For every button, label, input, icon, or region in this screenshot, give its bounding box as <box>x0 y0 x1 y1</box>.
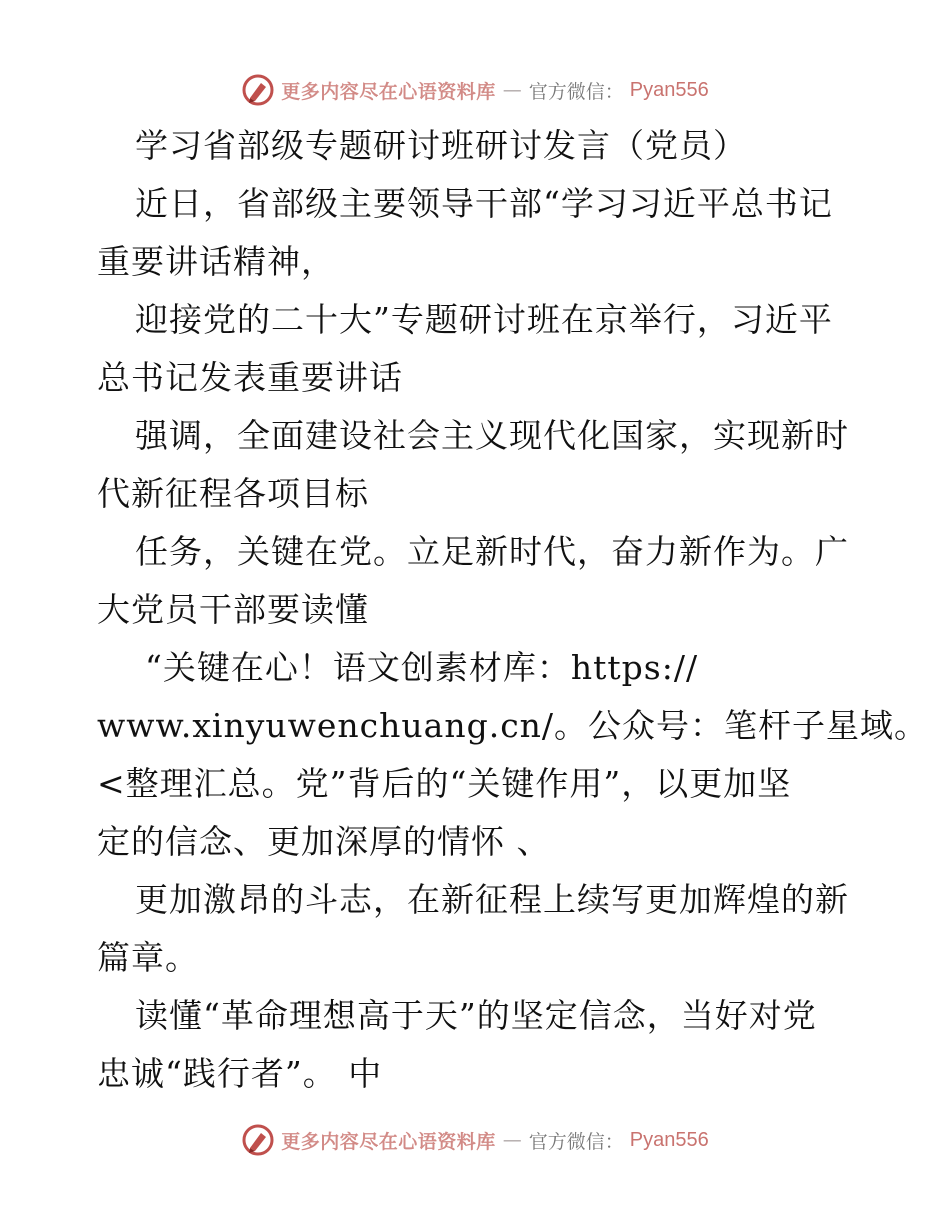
watermark-header <box>0 70 950 110</box>
watermark-wechat-label: 官方微信： <box>528 80 624 103</box>
watermark-text: 更多内容尽在心语资料库 <box>281 1130 496 1153</box>
paragraph-line: 重要讲话精神， <box>97 242 335 281</box>
pen-logo-icon <box>241 1123 275 1157</box>
paragraph-line: 强调，全面建设社会主义现代化国家，实现新时 <box>135 416 849 455</box>
paragraph-line: 大党员干部要读懂 <box>97 590 369 629</box>
paragraph-line: 读懂“革命理想高于天”的坚定信念，当好对党 <box>135 996 817 1035</box>
paragraph-line: 近日，省部级主要领导干部“学习习近平总书记 <box>135 184 833 223</box>
watermark-separator: — <box>502 79 522 101</box>
document-body <box>97 117 929 1103</box>
watermark-separator: — <box>502 1129 522 1151</box>
paragraph-line: 代新征程各项目标 <box>97 474 369 513</box>
watermark-wechat-id: Pyan556 <box>629 1128 709 1151</box>
document-title: 学习省部级专题研讨班研讨发言（党员） <box>135 126 747 165</box>
watermark-wechat-label: 官方微信： <box>528 1130 624 1153</box>
paragraph-line: <整理汇总。党”背后的“关键作用”，以更加坚 <box>97 764 792 803</box>
watermark-group <box>241 1123 709 1157</box>
paragraph-line: 任务，关键在党。立足新时代，奋力新作为。广 <box>135 532 849 571</box>
watermark-wechat-id: Pyan556 <box>629 78 709 101</box>
paragraph-line: 定的信念、更加深厚的情怀 、 <box>97 822 551 861</box>
paragraph-line: 迎接党的二十大”专题研讨班在京举行，习近平 <box>135 300 833 339</box>
paragraph-line: www.xinyuwenchuang.cn/。公众号：笔杆子星域。 <box>97 706 929 745</box>
paragraph-line: 忠诚“践行者”。 中 <box>97 1054 383 1093</box>
paragraph-line: 更加激昂的斗志，在新征程上续写更加辉煌的新 <box>135 880 849 919</box>
pen-logo-icon <box>241 73 275 107</box>
paragraph-line: 篇章。 <box>97 938 199 977</box>
paragraph-line: “关键在心！语文创素材库：https:// <box>145 648 699 687</box>
paragraph-line: 总书记发表重要讲话 <box>97 358 403 397</box>
watermark-group <box>241 73 709 107</box>
watermark-footer <box>0 1120 950 1160</box>
watermark-text: 更多内容尽在心语资料库 <box>281 80 496 103</box>
